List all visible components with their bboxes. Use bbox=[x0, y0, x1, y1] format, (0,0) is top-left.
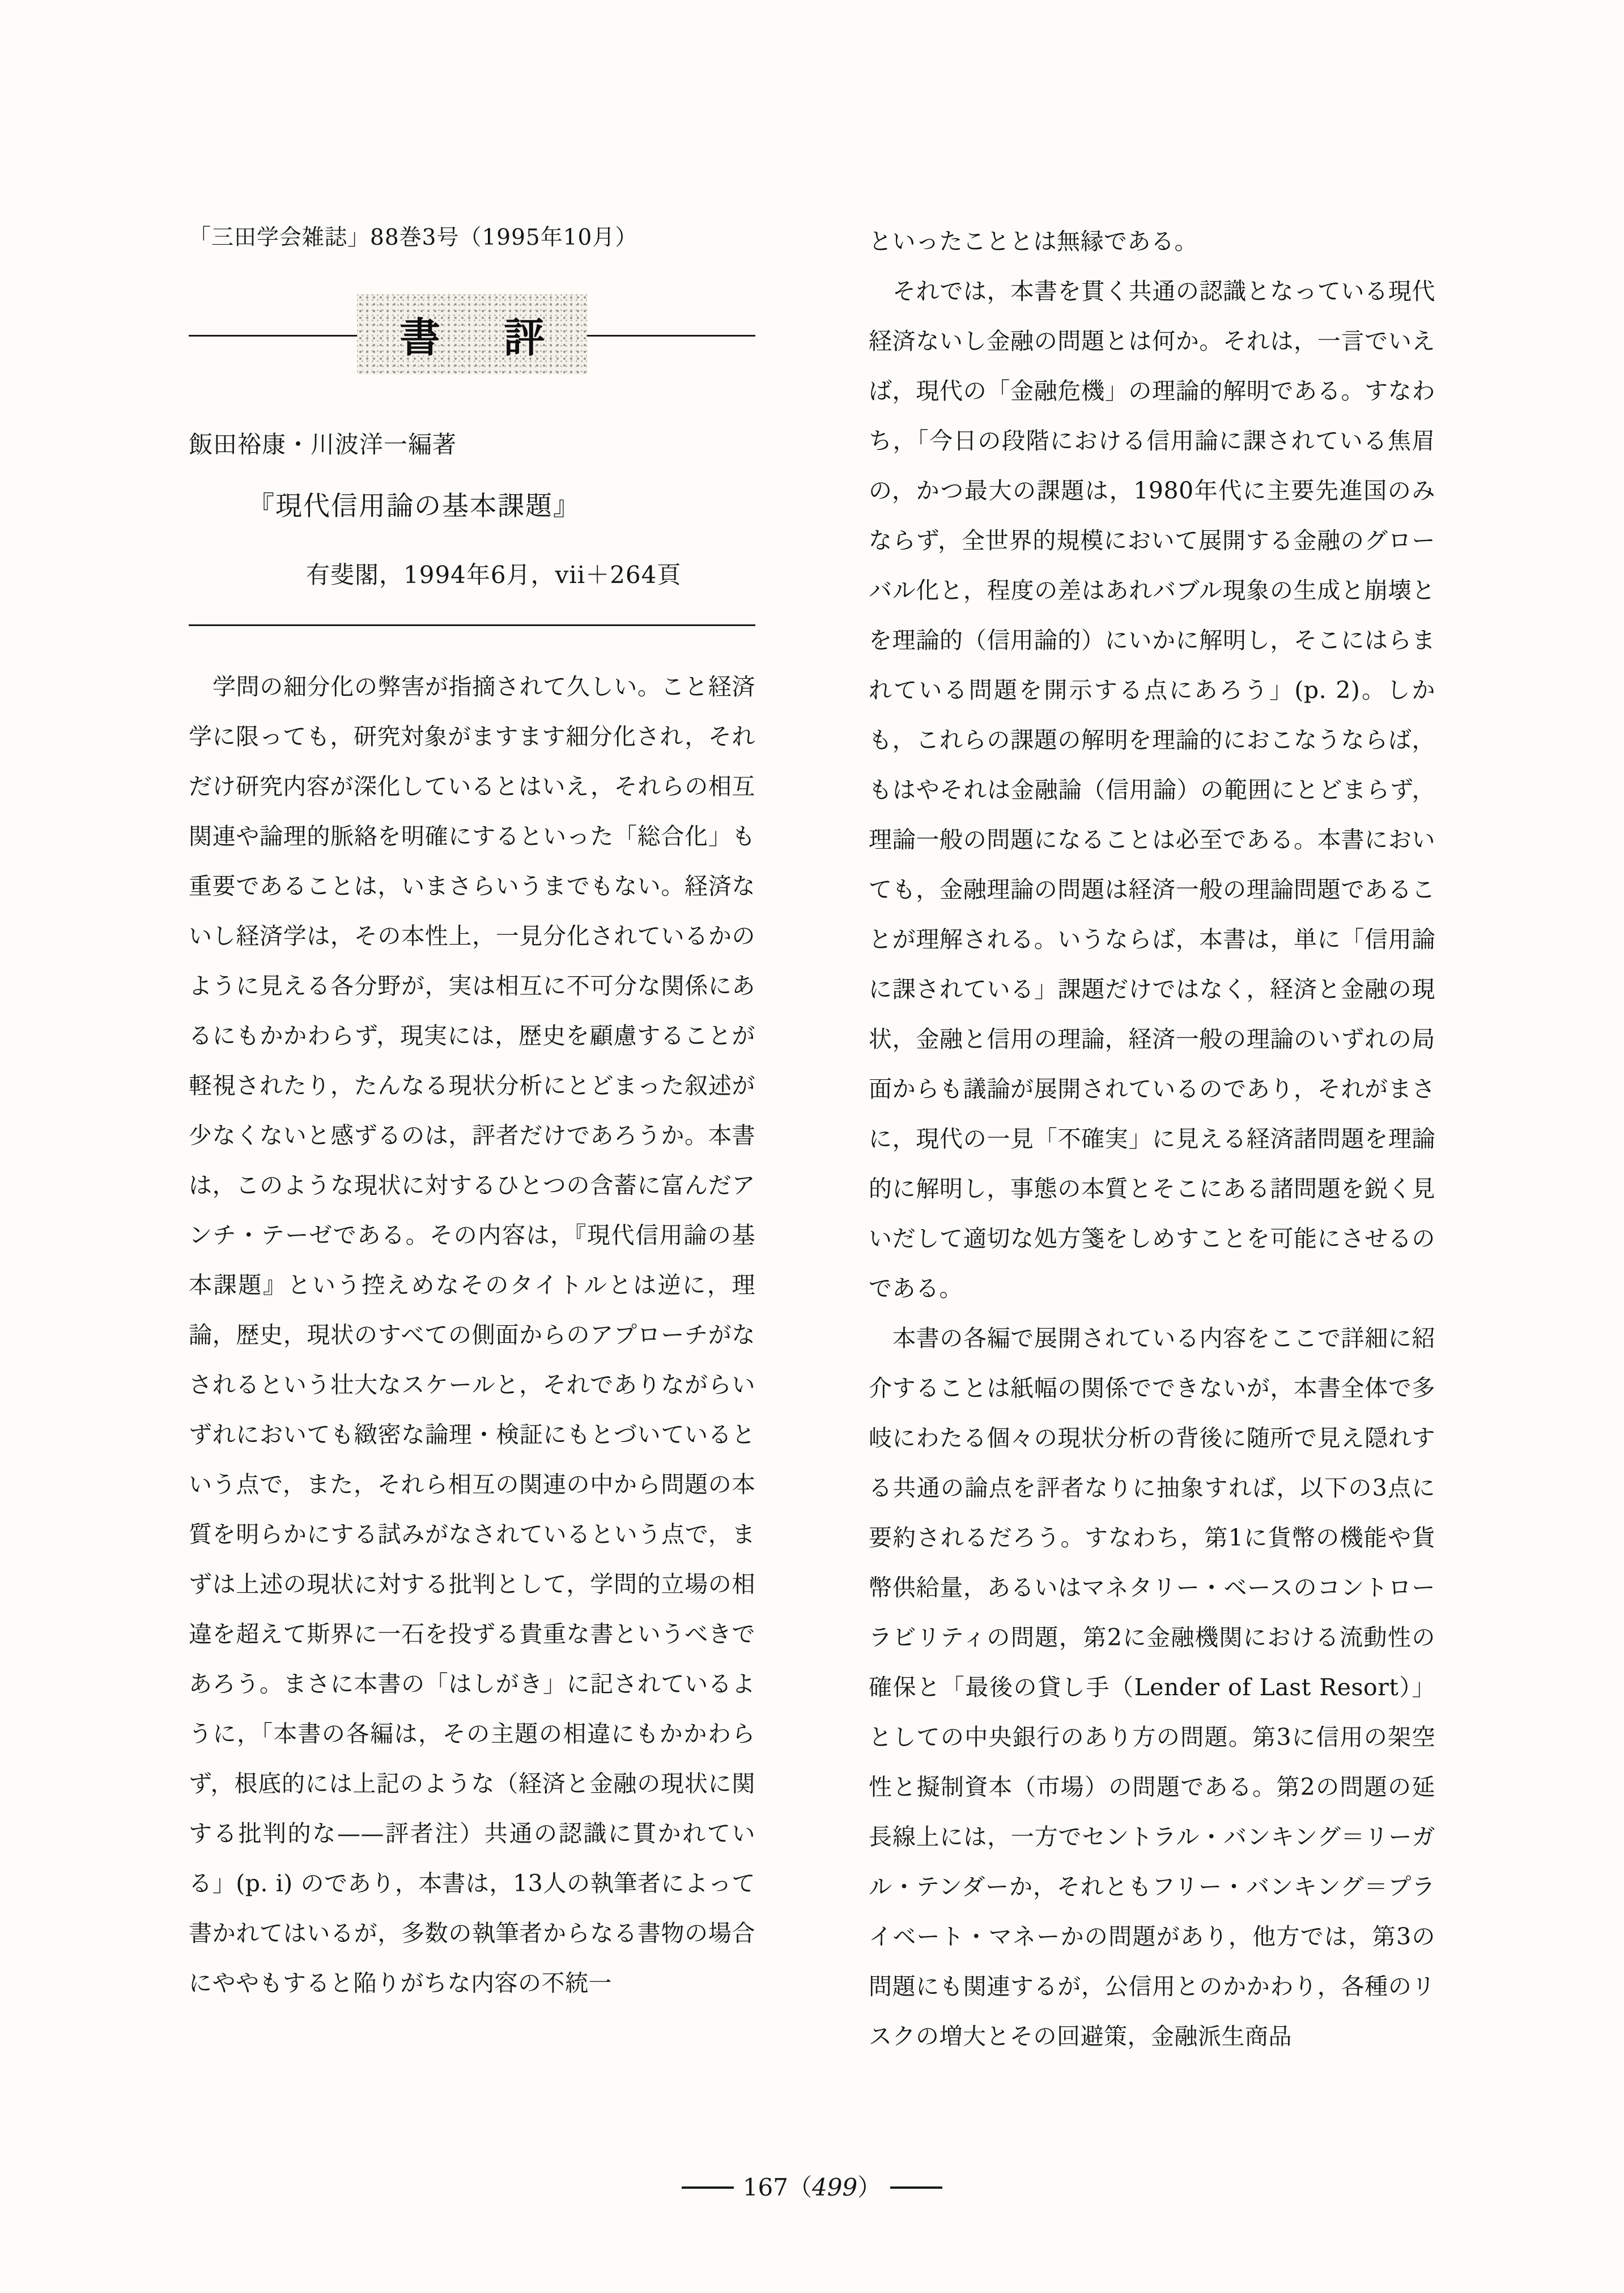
page-footer bbox=[189, 2169, 1435, 2203]
body-paragraph-right-2: それでは，本書を貫く共通の認識となっている現代経済ないし金融の問題とは何か。それは，一言でいえば，現代の「金融危機」の理論的解明である。すなわち，「今日の段階における信用論に課されている焦眉の，かつ最大の課題は，1980年代に主要先進国のみならず，全世界的規模において展開する金融のグローバル化と，程度の差はあれバブル現象の生成と崩壊とを理論的（信用論的）にいかに解明し，そこにはらまれている問題を開示する点にあろう」(p. 2)。しかも，これらの課題の解明を理論的におこなうならば，もはやそれは金融論（信用論）の範囲にとどまらず，理論一般の問題になることは必至である。本書においても，金融理論の問題は経済一般の理論問題であることが理解される。いうならば，本書は，単に「信用論に課されている」課題だけではなく，経済と金融の現状，金融と信用の理論，経済一般の理論のいずれの局面からも議論が展開されているのであり，それがまさに，現代の一見「不確実」に見える経済諸問題を理論的に解明し，事態の本質とそこにある諸問題を鋭く見いだして適切な処方箋をしめすことを可能にさせるのである。 bbox=[869, 278, 1435, 1302]
footer-rule-right bbox=[890, 2186, 942, 2189]
journal-citation: 「三田学会雑誌」88巻3号（1995年10月） bbox=[189, 225, 638, 250]
review-badge bbox=[357, 294, 587, 375]
body-paragraph-right-3: 本書の各編で展開されている内容をここで詳細に紹介することは紙幅の関係でできないが，本書全体で多岐にわたる個々の現状分析の背後に随所で見え隠れする共通の論点を評者なりに抽象すれば，以下の3点に要約されるだろう。すなわち，第1に貨幣の機能や貨幣供給量，あるいはマネタリー・ベースのコントローラビリティの問題，第2に金融機関における流動性の確保と「最後の貸し手（Lender of Last Resort）」としての中央銀行のあり方の問題。第3に信用の架空性と擬制資本（市場）の問題である。第2の問題の延長線上には，一方でセントラル・バンキング＝リーガル・テンダーか，それともフリー・バンキング＝プライベート・マネーかの問題があり，他方では，第3の問題にも関連するが，公信用とのかかわり，各種のリスクの増大とその回避策，金融派生商品 bbox=[869, 1325, 1435, 2050]
footer-volume-page: 499 bbox=[812, 2173, 858, 2201]
review-badge-char-2: 評 bbox=[504, 313, 545, 361]
footer-close-paren: ） bbox=[857, 2173, 882, 2201]
footer-page-number: 167 bbox=[742, 2173, 788, 2201]
divider-rule bbox=[189, 624, 755, 626]
authors-line: 飯田裕康・川波洋一編著 bbox=[189, 431, 457, 458]
footer-rule-left bbox=[682, 2186, 734, 2189]
footer-open-paren: （ bbox=[788, 2173, 812, 2201]
publisher-line: 有斐閣，1994年6月，vii＋264頁 bbox=[306, 561, 682, 589]
book-title: 『現代信用論の基本課題』 bbox=[248, 491, 581, 522]
review-badge-char-1: 書 bbox=[399, 313, 440, 361]
review-badge-row bbox=[189, 292, 755, 378]
left-column bbox=[189, 662, 755, 2008]
body-paragraph-right-1: といったこととは無縁である。 bbox=[869, 228, 1198, 255]
right-column bbox=[869, 216, 1435, 2061]
body-paragraph-left-1: 学問の細分化の弊害が指摘されて久しい。こと経済学に限っても，研究対象がますます細分化され，それだけ研究内容が深化しているとはいえ，それらの相互関連や論理的脈絡を明確にするといった「総合化」も重要であることは，いまさらいうまでもない。経済ないし経済学は，その本性上，一見分化されているかのように見える各分野が，実は相互に不可分な関係にあるにもかかわらず，現実には，歴史を顧慮することが軽視されたり，たんなる現状分析にとどまった叙述が少なくないと感ずるのは，評者だけであろうか。本書は，このような現状に対するひとつの含蓄に富んだアンチ・テーゼである。その内容は，『現代信用論の基本課題』という控えめなそのタイトルとは逆に，理論，歴史，現状のすべての側面からのアプローチがなされるという壮大なスケールと，それでありながらいずれにおいても緻密な論理・検証にもとづいているという点で，また，それら相互の関連の中から問題の本質を明らかにする試みがなされているという点で，まずは上述の現状に対する批判として，学問的立場の相違を超えて斯界に一石を投ずる貴重な書というべきであろう。まさに本書の「はしがき」に記されているように，「本書の各編は，その主題の相違にもかかわらず，根底的には上記のような（経済と金融の現状に関する批判的な——評者注）共通の認識に貫かれている」(p. i) のであり，本書は，13人の執筆者によって書かれてはいるが，多数の執筆者からなる書物の場合にややもすると陥りがちな内容の不統一 bbox=[189, 673, 755, 1997]
